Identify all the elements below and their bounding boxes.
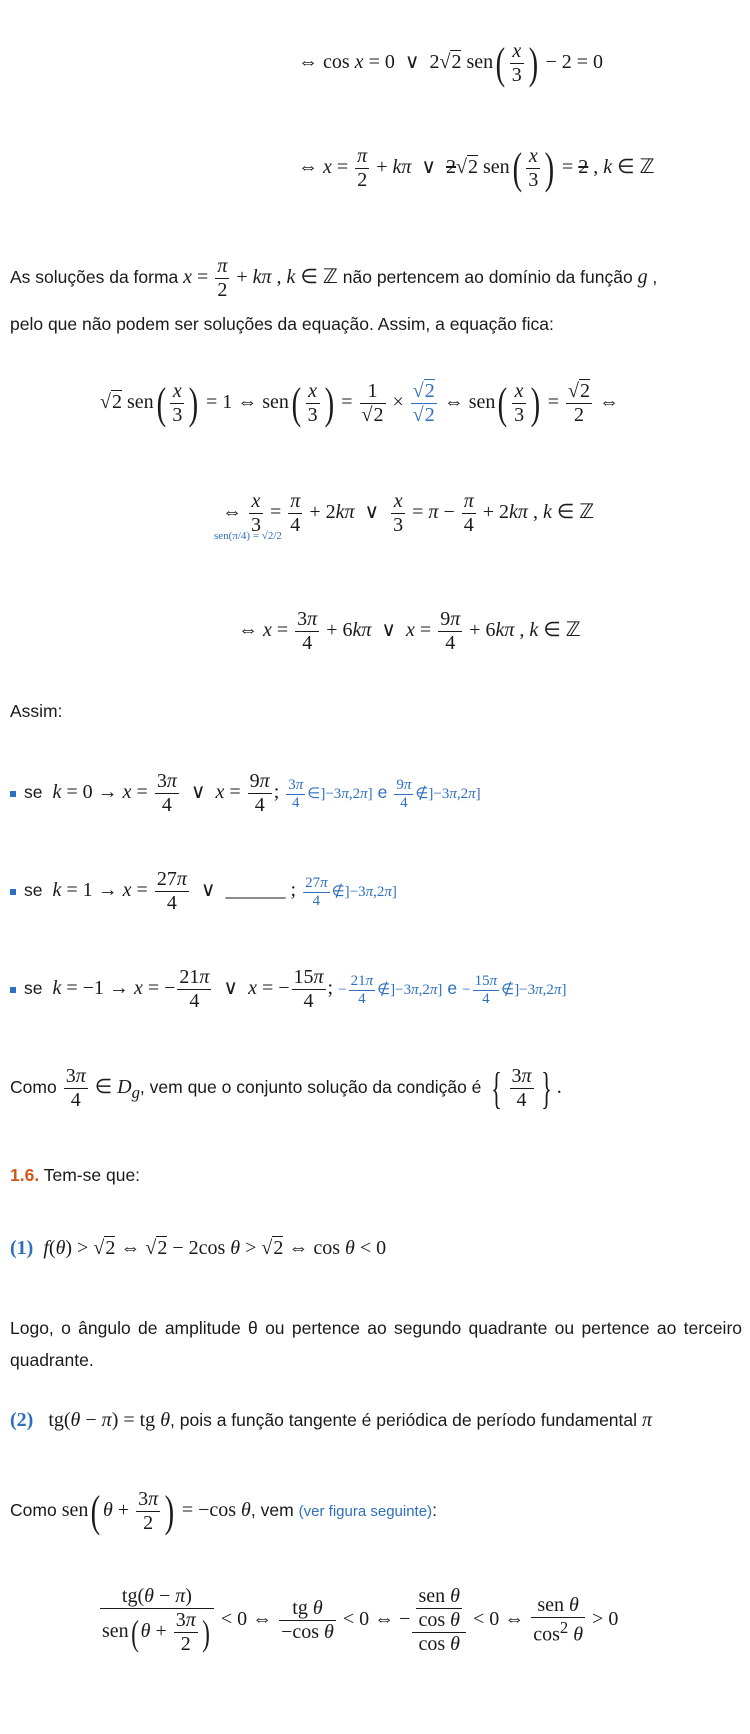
paragraph-solutions-2: pelo que não podem ser soluções da equação. Assim, a equação fica: — [10, 314, 554, 334]
equation-line-4: ⇔ sen(π/4) = √2/2 $\frac{x}{3}$ = $\frac{\pi}{4}$ + 2kπ ∨ $\frac{x}{3}$ = π − $\frac{\pi}{4}$ + 2kπ , k ∈ ℤ — [214, 490, 595, 543]
como-sen-line: Como sen( θ + $\frac{3\pi}{2}$ ) = −cos θ, vem (ver figura seguinte): — [10, 1486, 437, 1536]
case-k1: se k = 1 → x = $\frac{27\pi}{4}$ ∨ ______ ; $\frac{27\pi}{4}$ ∉]−3π,2π] — [10, 868, 397, 915]
equation-line-5: ⇔ x = $\frac{3\pi}{4}$ + 6kπ ∨ x = $\frac{9\pi}{4}$ + 6kπ , k ∈ ℤ — [238, 608, 581, 654]
paragraph-solutions: As soluções da forma x = $\frac{\pi}{2}$ + kπ , k ∈ ℤ não pertencem ao domínio da função g , — [10, 255, 658, 301]
case-k-minus-1: se k = −1 → x = − $\frac{21\pi}{4}$ ∨ x = − $\frac{15\pi}{4}$ ; − $\frac{21\pi}{4}$ ∉]−3π,2π] e − $\frac{15\pi}{4}$ ∉]−3π,2π] — [10, 966, 566, 1013]
item-2-equation: (2) tg(θ − π) = tg θ, pois a função tangente é periódica de período fundamental π — [10, 1409, 653, 1431]
equation-line-3: √2 sen( $\frac{x}{3}$ ) = 1 ⇔ sen( $\frac{x}{3}$ ) = $\frac{1}{√2}$ × $\frac{√2}{√2}$ ⇔ sen( $\frac{x}{3}$ ) = $\frac{√2}{2}$ ⇔ — [100, 378, 620, 428]
equation-line-2: ⇔ x = $\frac{\pi}{2}$ + kπ ∨ 2√2 sen( $\frac{x}{3}$ ) = 2 , k ∈ ℤ — [298, 143, 655, 193]
case-k0: se k = 0 → x = $\frac{3\pi}{4}$ ∨ x = $\frac{9\pi}{4}$ ; $\frac{3\pi}{4}$ ∈]−3π,2π] e $\frac{9\pi}{4}$ ∉]−3π,2π] — [10, 770, 481, 817]
final-equation: tg(θ − π) sen( θ + $\frac{3\pi}{2}$ ) < 0 ⇔ $\frac{\text{tg θ}}{\text{−cos θ}}$ < 0 ⇔ − sen θ cos θ cos θ < 0 ⇔ sen θ $\cos^2 \theta$ > 0 — [102, 1585, 619, 1655]
equation-line-1: ⇔ cos x = 0 ∨ 2√2 sen( $\frac{x}{3}$ ) − 2 = 0 — [298, 38, 604, 88]
paragraph-logo: Logo, o ângulo de amplitude θ ou pertence ao segundo quadrante ou pertence ao terceiro quadrante. — [10, 1318, 742, 1370]
conclusion-line: Como $\frac{3\pi}{4}$ ∈ $D_g$, vem que o conjunto solução da condição é { $\frac{3\pi}{4}$ } . — [10, 1063, 562, 1113]
assim-label: Assim: — [10, 701, 63, 721]
item-1-equation: (1) f(θ) > √2 ⇔ √2 − 2cos θ > √2 ⇔ cos θ < 0 — [10, 1237, 387, 1259]
section-1-6: 1.6. Tem-se que: — [10, 1165, 141, 1185]
